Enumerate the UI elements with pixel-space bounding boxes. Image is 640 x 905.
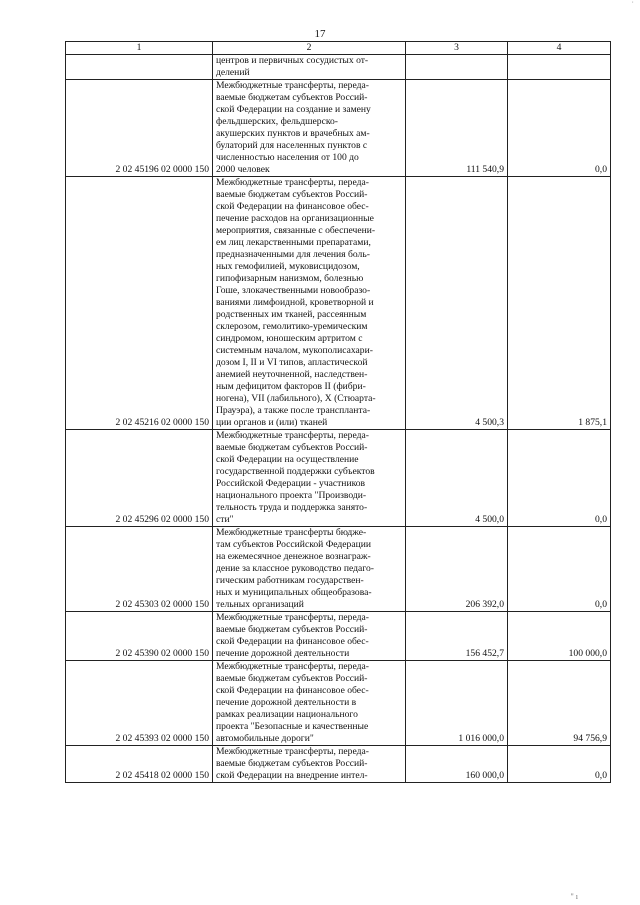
amount-col4: 0,0 <box>508 746 611 783</box>
amount-col4 <box>508 55 611 80</box>
amount-col4: 0,0 <box>508 527 611 612</box>
table-row <box>66 55 611 80</box>
row-description: Межбюджетные трансферты бюдже- там субъектов Российской Федерации на ежемесячное денежное вознаграж- дение за классное руководство педаго- гическим работникам государствен- ных и муниципальных общеобразова- тельных организаций <box>213 527 406 612</box>
amount-col3: 1 016 000,0 <box>406 661 508 746</box>
table-row <box>66 612 611 661</box>
amount-col3: 4 500,3 <box>406 177 508 430</box>
budget-code <box>66 55 213 80</box>
amount-col4: 94 756,9 <box>508 661 611 746</box>
amount-col4: 0,0 <box>508 80 611 177</box>
table-header-row <box>66 42 611 55</box>
budget-code: 2 02 45296 02 0000 150 <box>66 430 213 527</box>
foot-mark: " ı <box>570 892 578 901</box>
row-description: Межбюджетные трансферты, переда- ваемые бюджетам субъектов Россий- ской Федерации на финансовое обес- печение расходов на организационные мероприятия, связанные с обеспечени- ем лиц лекарственными препаратами, предназначенными для лечения боль- ных гемофилией, муковисцидозом, гипофизарным нанизмом, болезнью Гоше, злокачественными новообразо- ваниями лимфоидной, кроветворной и родственных им тканей, рассеянным склерозом, гемолитико-уремическим синдромом, юношеским артритом с системным началом, мукополисахари- дозом I, II и VI типов, апластической анемией неуточненной, наследствен- ным дефицитом факторов II (фибри- ногена), VII (лабильного), X (Стюарта- Прауэра), а также после транспланта- ции органов и (или) тканей <box>213 177 406 430</box>
row-description: Межбюджетные трансферты, переда- ваемые бюджетам субъектов Россий- ской Федерации на финансовое обес- печение дорожной деятельности <box>213 612 406 661</box>
column-header-2: 2 <box>213 42 406 55</box>
amount-col3: 160 000,0 <box>406 746 508 783</box>
row-description: центров и первичных сосудистых от- делений <box>213 55 406 80</box>
amount-col4: 1 875,1 <box>508 177 611 430</box>
budget-code: 2 02 45303 02 0000 150 <box>66 527 213 612</box>
amount-col3: 111 540,9 <box>406 80 508 177</box>
amount-col3: 4 500,0 <box>406 430 508 527</box>
budget-code: 2 02 45216 02 0000 150 <box>66 177 213 430</box>
row-description: Межбюджетные трансферты, переда- ваемые бюджетам субъектов Россий- ской Федерации на осуществление государственной поддержки субъектов Российской Федерации - участников национального проекта "Производи- тельность труда и поддержка занято- сти" <box>213 430 406 527</box>
column-header-4: 4 <box>508 42 611 55</box>
amount-col3: 156 452,7 <box>406 612 508 661</box>
amount-col3 <box>406 55 508 80</box>
table-row <box>66 430 611 527</box>
budget-code: 2 02 45418 02 0000 150 <box>66 746 213 783</box>
column-header-1: 1 <box>66 42 213 55</box>
amount-col4: 0,0 <box>508 430 611 527</box>
table-row <box>66 527 611 612</box>
budget-table <box>65 41 611 783</box>
corner-mark: ˙ <box>631 0 634 9</box>
table-row <box>66 661 611 746</box>
table-row <box>66 80 611 177</box>
row-description: Межбюджетные трансферты, переда- ваемые бюджетам субъектов Россий- ской Федерации на внедрение интел- <box>213 746 406 783</box>
amount-col3: 206 392,0 <box>406 527 508 612</box>
table-row <box>66 177 611 430</box>
budget-code: 2 02 45390 02 0000 150 <box>66 612 213 661</box>
budget-code: 2 02 45393 02 0000 150 <box>66 661 213 746</box>
row-description: Межбюджетные трансферты, переда- ваемые бюджетам субъектов Россий- ской Федерации на финансовое обес- печение дорожной деятельности в рамках реализации национального проекта "Безопасные и качественные автомобильные дороги" <box>213 661 406 746</box>
budget-code: 2 02 45196 02 0000 150 <box>66 80 213 177</box>
amount-col4: 100 000,0 <box>508 612 611 661</box>
row-description: Межбюджетные трансферты, переда- ваемые бюджетам субъектов Россий- ской Федерации на создание и замену фельдшерских, фельдшерско- акушерских пунктов и врачебных ам- булаторий для населенных пунктов с численностью населения от 100 до 2000 человек <box>213 80 406 177</box>
column-header-3: 3 <box>406 42 508 55</box>
page-number: 17 <box>314 28 326 40</box>
table-row <box>66 746 611 783</box>
